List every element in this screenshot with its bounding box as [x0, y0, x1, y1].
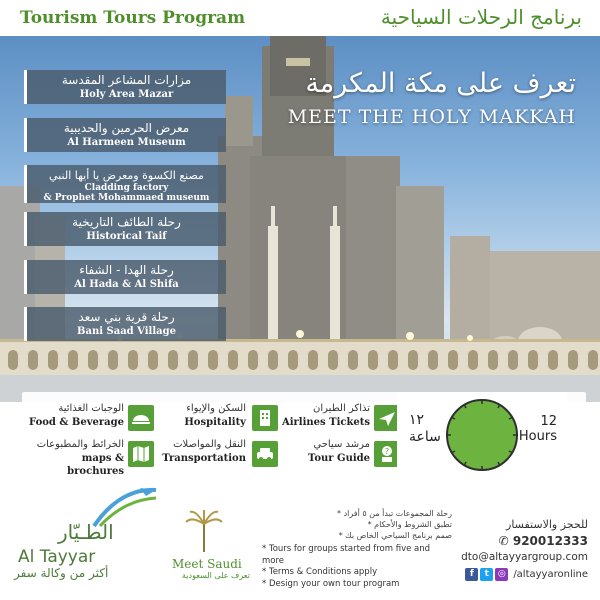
service-label-en: Transportation — [162, 453, 246, 464]
contact-block — [448, 518, 588, 581]
tour-label-en: Bani Saad Village — [77, 326, 176, 337]
palm-tree-icon — [184, 508, 224, 556]
car-icon — [252, 441, 278, 467]
tour-item-harmeen-museum — [24, 118, 226, 152]
makkah-hero-image — [0, 36, 600, 402]
food-icon — [128, 405, 154, 431]
note-en: * Terms & Conditions apply — [262, 567, 378, 577]
duration-ar-label: ساعة — [409, 429, 441, 445]
service-label-ar: الخرائط والمطبوعات — [36, 439, 124, 450]
duration-panel — [397, 392, 567, 478]
note-en: * Tours for groups started from five and more — [262, 544, 431, 566]
tour-item-historical-taif — [24, 212, 226, 246]
contact-label-ar: للحجز والاستفسار — [506, 518, 588, 531]
note-ar: رحلة المجموعات تبدأ من ٥ أفراد * — [337, 509, 452, 518]
brand-name-ar: الطـيّار — [58, 520, 114, 544]
hero-title-ar: تعرف على مكة المكرمة — [305, 68, 576, 99]
service-food-beverage — [28, 402, 158, 436]
service-hospitality — [160, 402, 280, 436]
partner-name: Meet Saudi — [172, 557, 242, 571]
tour-label-ar: رحلة الهدا - الشفاء — [79, 263, 174, 277]
program-title-en: Tourism Tours Program — [20, 8, 246, 28]
service-label-en: Hospitality — [184, 417, 246, 428]
tour-label-ar: معرض الحرمين والحديبية — [63, 121, 190, 135]
svg-text:?: ? — [384, 447, 390, 456]
tour-label-ar: رحلة قرية بني سعد — [78, 310, 175, 324]
phone-icon: ✆ — [498, 534, 513, 548]
brand-name-en: Al Tayyar — [18, 547, 96, 567]
tour-label-ar: رحلة الطائف التاريخية — [72, 215, 181, 229]
note-ar: تطبق الشروط والأحكام * — [367, 520, 452, 529]
phone-value: 920012333 — [512, 534, 588, 548]
hotel-icon — [252, 405, 278, 431]
tour-item-cladding-factory — [24, 165, 226, 203]
twitter-icon[interactable]: t — [480, 568, 493, 581]
facebook-icon[interactable]: f — [465, 568, 478, 581]
service-label-en: maps & brochures — [67, 453, 124, 477]
note-en: * Design your own tour program — [262, 578, 400, 589]
footer — [0, 478, 600, 600]
service-transportation — [160, 438, 280, 472]
tour-item-holy-area — [24, 70, 226, 104]
service-label-ar: تذاكر الطيران — [313, 403, 370, 414]
service-label-ar: النقل والمواصلات — [173, 439, 246, 450]
partner-tagline-ar: تعرف على السعودية — [182, 571, 250, 580]
service-airline-tickets — [280, 402, 400, 436]
tour-item-bani-saad — [24, 307, 226, 341]
duration-ar — [409, 412, 441, 446]
tour-label-en: Al Harmeen Museum — [67, 137, 186, 148]
service-label-ar: مرشد سياحي — [313, 439, 370, 450]
duration-ar-number: ١٢ — [409, 412, 425, 428]
social-links — [448, 568, 588, 581]
clock-icon — [442, 395, 522, 475]
service-label-en: Airlines Tickets — [281, 417, 370, 428]
social-handle[interactable]: /altayyaronline — [513, 569, 588, 580]
header — [0, 0, 600, 36]
tour-label-en: Cladding factory — [84, 183, 169, 193]
map-icon — [128, 441, 154, 467]
tour-label-en: Al Hada & Al Shifa — [74, 279, 179, 290]
duration-en — [519, 414, 557, 444]
duration-en-label: Hours — [518, 429, 557, 444]
terms-notes — [262, 508, 452, 590]
note-ar: صمم برنامج السياحي الخاص بك * — [338, 531, 452, 540]
service-label-ar: الوجبات الغذائية — [58, 403, 124, 414]
tour-label-ar: مصنع الكسوة ومعرض يا أيها النبي — [49, 169, 204, 182]
hero-title-en: MEET THE HOLY MAKKAH — [287, 106, 576, 128]
instagram-icon[interactable]: ◎ — [495, 568, 508, 581]
service-label-ar: السكن والإيواء — [186, 403, 246, 414]
tour-item-al-hada — [24, 260, 226, 294]
brand-tagline-ar: أكثر من وكالة سفر — [14, 566, 109, 580]
service-maps-brochures — [28, 438, 158, 477]
service-tour-guide — [280, 438, 400, 472]
phone-number[interactable] — [448, 534, 588, 548]
duration-en-number: 12 — [540, 414, 557, 429]
service-label-en: Food & Beverage — [29, 417, 124, 428]
tour-label-en: Holy Area Mazar — [79, 89, 174, 100]
tour-label-en: & Prophet Mohammaed museum — [43, 193, 210, 203]
service-label-en: Tour Guide — [308, 453, 370, 464]
tour-label-ar: مزارات المشاعر المقدسة — [61, 73, 192, 87]
email-link[interactable]: dto@altayyargroup.com — [461, 551, 588, 563]
program-title-ar: برنامج الرحلات السياحية — [380, 5, 582, 29]
tour-label-en: Historical Taif — [86, 231, 167, 242]
